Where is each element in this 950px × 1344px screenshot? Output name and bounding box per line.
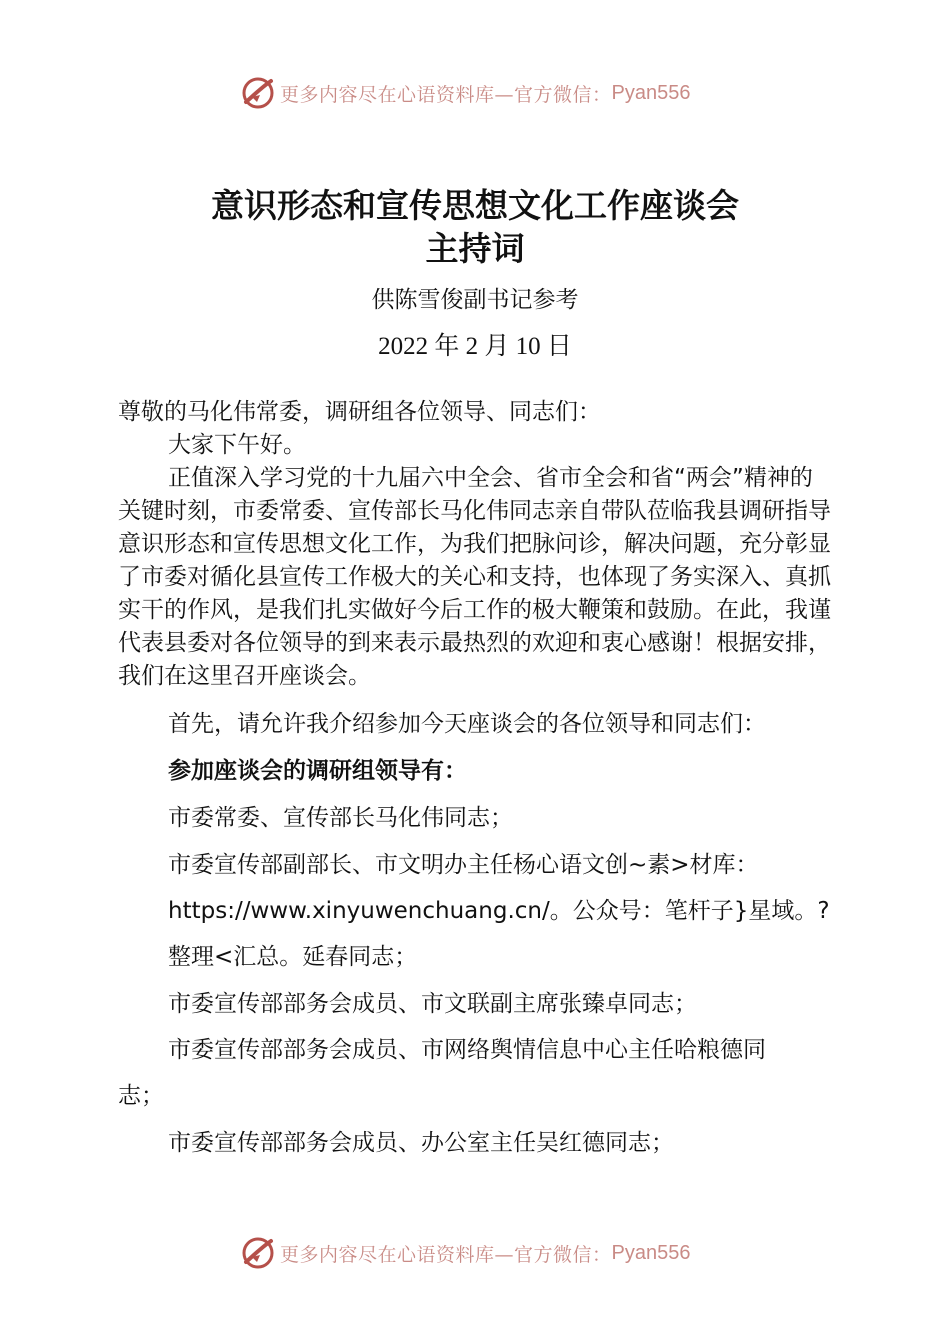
document-title-line2: 主持词	[425, 229, 525, 268]
watermark-text: 更多内容尽在心语资料库—官方微信：	[280, 1243, 612, 1266]
watermark-wechat-id: Pyan556	[611, 81, 691, 104]
document-title: 意识形态和宣传思想文化工作座谈会	[211, 186, 739, 225]
watermark-banner-top	[240, 73, 690, 113]
watermark-banner-bottom	[240, 1233, 690, 1273]
document-subtitle: 供陈雪俊副书记参考	[371, 287, 579, 313]
attendee-line: 市委宣传部部务会成员、办公室主任吴红德同志；	[168, 1130, 674, 1156]
attendee-line: 市委宣传部部务会成员、市文联副主席张臻卓同志；	[168, 991, 697, 1017]
attendee-line: 市委宣传部副部长、市文明办主任杨心语文创~素>材库：	[168, 852, 759, 878]
watermark-wechat-id: Pyan556	[611, 1241, 691, 1264]
document-date: 2022 年 2 月 10 日	[378, 333, 572, 360]
watermark-text: 更多内容尽在心语资料库—官方微信：	[280, 83, 612, 106]
brush-logo-icon	[240, 75, 276, 111]
attendee-line: 市委常委、宣传部长马化伟同志；	[168, 805, 513, 831]
attendee-line: 志；	[118, 1083, 164, 1109]
section-heading: 参加座谈会的调研组领导有：	[168, 758, 467, 784]
brush-logo-icon	[240, 1235, 276, 1271]
greeting: 大家下午好。	[168, 432, 306, 458]
attendee-line: 整理<汇总。延春同志；	[168, 944, 418, 970]
intro-attendees: 首先，请允许我介绍参加今天座谈会的各位领导和同志们：	[168, 711, 766, 737]
intro-paragraph: 正值深入学习党的十九届六中全会、省市全会和省“两会”精神的关键时刻，市委常委、宣传部长马化伟同志亲自带队莅临我县调研指导意识形态和宣传思想文化工作，为我们把脉问诊，解决问题，充分彰显了市委对循化县宣传工作极大的关心和支持，也体现了务实深入、真抓实干的作风，是我们扎实做好今后工作的极大鞭策和鼓励。在此，我谨代表县委对各位领导的到来表示最热烈的欢迎和衷心感谢！根据安排，我们在这里召开座谈会。	[118, 465, 831, 689]
salutation: 尊敬的马化伟常委，调研组各位领导、同志们：	[118, 399, 601, 425]
attendee-line: 市委宣传部部务会成员、市网络舆情信息中心主任哈粮德同	[168, 1037, 766, 1063]
attendee-line: https://www.xinyuwenchuang.cn/。公众号：笔杆子}星域。?	[168, 898, 830, 924]
